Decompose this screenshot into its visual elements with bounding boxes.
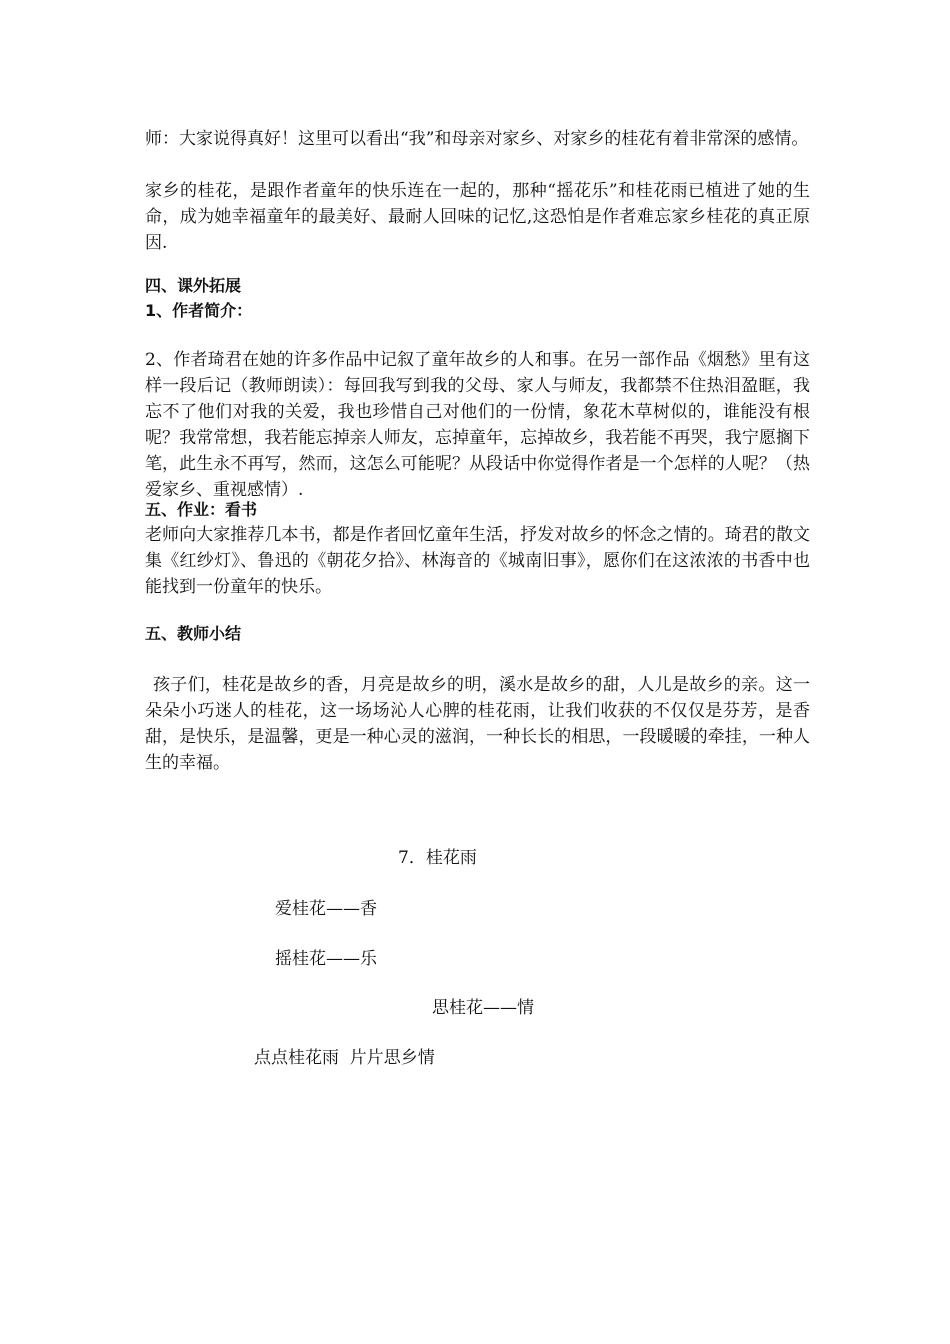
- paragraph-reason: 家乡的桂花，是跟作者童年的快乐连在一起的，那种“摇花乐”和桂花雨已植进了她的生命，成为她幸福童年的最美好、最耐人回味的记忆,这恐怕是作者难忘家乡桂花的真正原因.: [145, 181, 810, 253]
- paragraph-summary: 孩子们，桂花是故乡的香，月亮是故乡的明，溪水是故乡的甜，人儿是故乡的亲。这一朵朵小巧迷人的桂花，这一场场沁人心脾的桂花雨，让我们收获的不仅仅是芬芳，是香甜，是快乐，是温馨，更是一种心灵的滋润，一种长长的相思，一段暖暖的牵挂，一种人生的幸福。: [145, 675, 810, 773]
- heading-summary: 五、教师小结: [145, 624, 242, 643]
- board-line-miss: 思桂花——情: [432, 998, 534, 1018]
- heading-extension: 四、课外拓展: [145, 276, 242, 295]
- board-title: 7．桂花雨: [398, 848, 477, 868]
- board-summary: 点点桂花雨 片片思乡情: [254, 1048, 435, 1068]
- board-line-shake: 摇桂花——乐: [275, 949, 377, 969]
- paragraph-author-postscript: 2、作者琦君在她的许多作品中记叙了童年故乡的人和事。在另一部作品《烟愁》里有这样一段后记（教师朗读）：每回我写到我的父母、家人与师友，我都禁不住热泪盈眶，我忘不了他们对我的关爱，我也珍惜自己对他们的一份情，象花木草树似的，谁能没有根呢？我常常想，我若能忘掉亲人师友，忘掉童年，忘掉故乡，我若能不再哭，我宁愿搁下笔，此生永不再写，然而，这怎么可能呢？从段话中你觉得作者是一个怎样的人呢？（热爱家乡、重视感情）.: [145, 350, 810, 500]
- heading-homework: 五、作业：看书: [145, 500, 258, 519]
- heading-author-intro: 1、作者简介：: [145, 301, 253, 320]
- paragraph-teacher-remark: 师：大家说得真好！这里可以看出“我”和母亲对家乡、对家乡的桂花有着非常深的感情。: [145, 129, 809, 149]
- paragraph-book-recommendation: 老师向大家推荐几本书，都是作者回忆童年生活，抒发对故乡的怀念之情的。琦君的散文集《红纱灯》、鲁迅的《朝花夕拾》、林海音的《城南旧事》，愿你们在这浓浓的书香中也能找到一份童年的快乐。: [145, 525, 810, 597]
- board-line-love: 爱桂花——香: [275, 899, 377, 919]
